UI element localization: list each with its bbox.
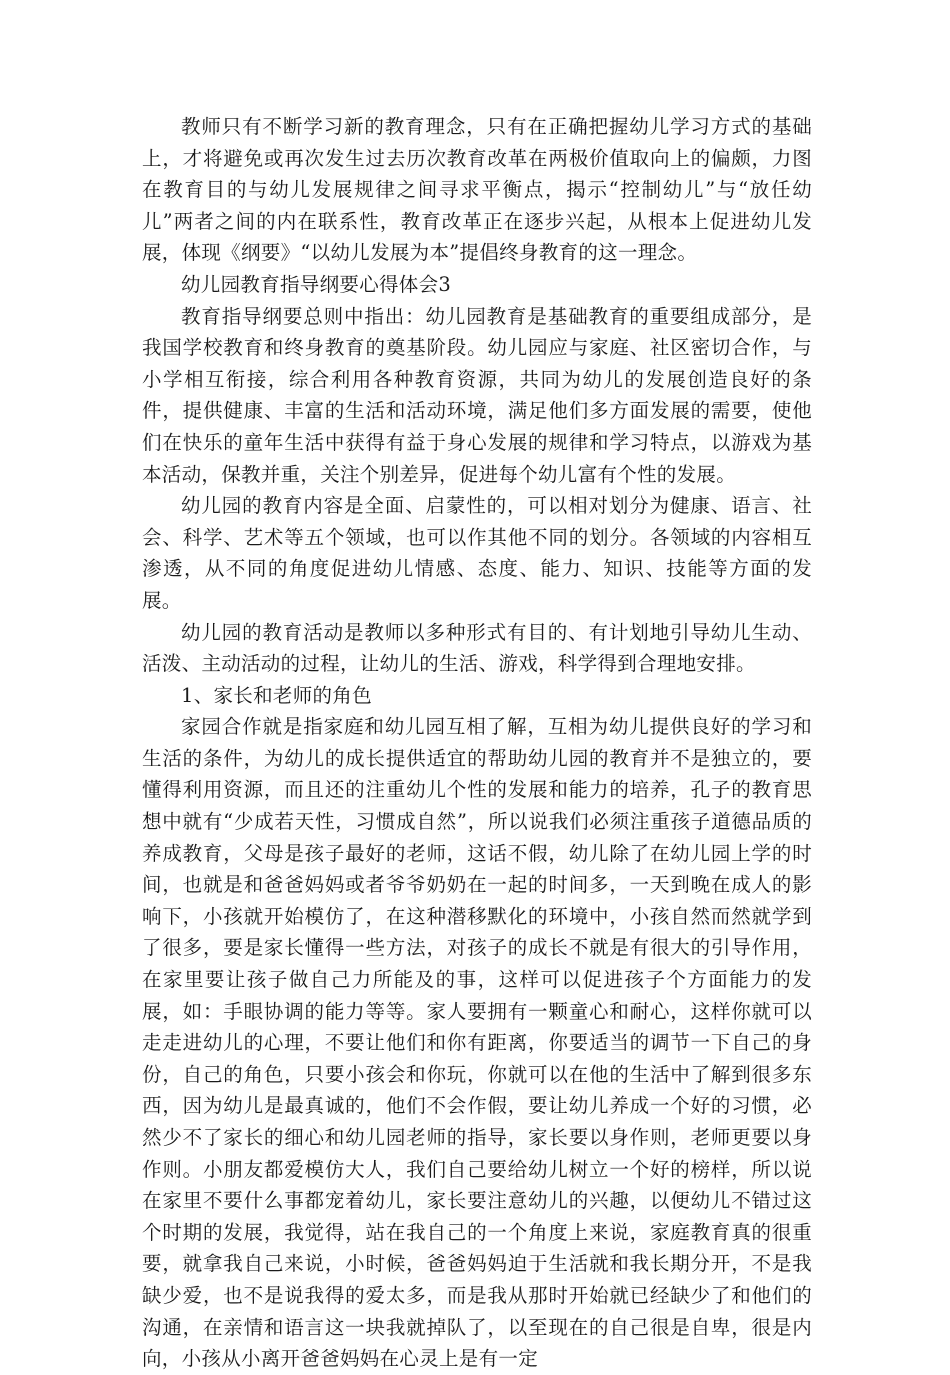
paragraph: 教师只有不断学习新的教育理念，只有在正确把握幼儿学习方式的基础上，才将避免或再次发生过去历次教育改革在两极价值取向上的偏颇，力图在教育目的与幼儿发展规律之间寻求平衡点，揭示“控制幼儿”与“放任幼儿”两者之间的内在联系性，教育改革正在逐步兴起，从根本上促进幼儿发展，体现《纲要》“以幼儿发展为本”提倡终身教育的这一理念。 xyxy=(142,115,812,265)
section-heading: 幼儿园教育指导纲要心得体会3 xyxy=(181,272,452,296)
paragraph: 家园合作就是指家庭和幼儿园互相了解，互相为幼儿提供良好的学习和生活的条件，为幼儿的成长提供适宜的帮助幼儿园的教育并不是独立的，要懂得利用资源，而且还的注重幼儿个性的发展和能力的培养，孔子的教育思想中就有“少成若天性，习惯成自然”，所以说我们必须注重孩子道德品质的养成教育，父母是孩子最好的老师，这话不假，幼儿除了在幼儿园上学的时间，也就是和爸爸妈妈或者爷爷奶奶在一起的时间多，一天到晚在成人的影响下，小孩就开始模仿了，在这种潜移默化的环境中，小孩自然而然就学到了很多，要是家长懂得一些方法，对孩子的成长不就是有很大的引导作用，在家里要让孩子做自己力所能及的事，这样可以促进孩子个方面能力的发展，如：手眼协调的能力等等。家人要拥有一颗童心和耐心，这样你就可以走走进幼儿的心理，不要让他们和你有距离，你要适当的调节一下自己的身份，自己的角色，只要小孩会和你玩，你就可以在他的生活中了解到很多东西，因为幼儿是最真诚的，他们不会作假，要让幼儿养成一个好的习惯，必然少不了家长的细心和幼儿园老师的指导，家长要以身作则，老师更要以身作则。小朋友都爱模仿大人，我们自己要给幼儿树立一个好的榜样，所以说在家里不要什么事都宠着幼儿，家长要注意幼儿的兴趣，以便幼儿不错过这个时期的发展，我觉得，站在我自己的一个角度上来说，家庭教育真的很重要，就拿我自己来说，小时候，爸爸妈妈迫于生活就和我长期分开，不是我缺少爱，也不是说我得的爱太多，而是我从那时开始就已经缺少了和他们的沟通，在亲情和语言这一块我就掉队了，以至现在的自己很是自卑，很是内向，小孩从小离开爸爸妈妈在心灵上是有一定 xyxy=(142,715,812,1371)
paragraph: 教育指导纲要总则中指出：幼儿园教育是基础教育的重要组成部分，是我国学校教育和终身教育的奠基阶段。幼儿园应与家庭、社区密切合作，与小学相互衔接，综合利用各种教育资源，共同为幼儿的发展创造良好的条件，提供健康、丰富的生活和活动环境，满足他们多方面发展的需要，使他们在快乐的童年生活中获得有益于身心发展的规律和学习特点，以游戏为基本活动，保教并重，关注个别差异，促进每个幼儿富有个性的发展。 xyxy=(142,304,812,486)
paragraph: 幼儿园的教育内容是全面、启蒙性的，可以相对划分为健康、语言、社会、科学、艺术等五个领域，也可以作其他不同的划分。各领域的内容相互渗透，从不同的角度促进幼儿情感、态度、能力、知识、技能等方面的发展。 xyxy=(142,494,812,612)
document-body xyxy=(142,111,812,1375)
subsection-heading: 1、家长和老师的角色 xyxy=(181,683,372,707)
paragraph: 幼儿园的教育活动是教师以多种形式有目的、有计划地引导幼儿生动、活泼、主动活动的过程，让幼儿的生活、游戏，科学得到合理地安排。 xyxy=(142,620,812,676)
